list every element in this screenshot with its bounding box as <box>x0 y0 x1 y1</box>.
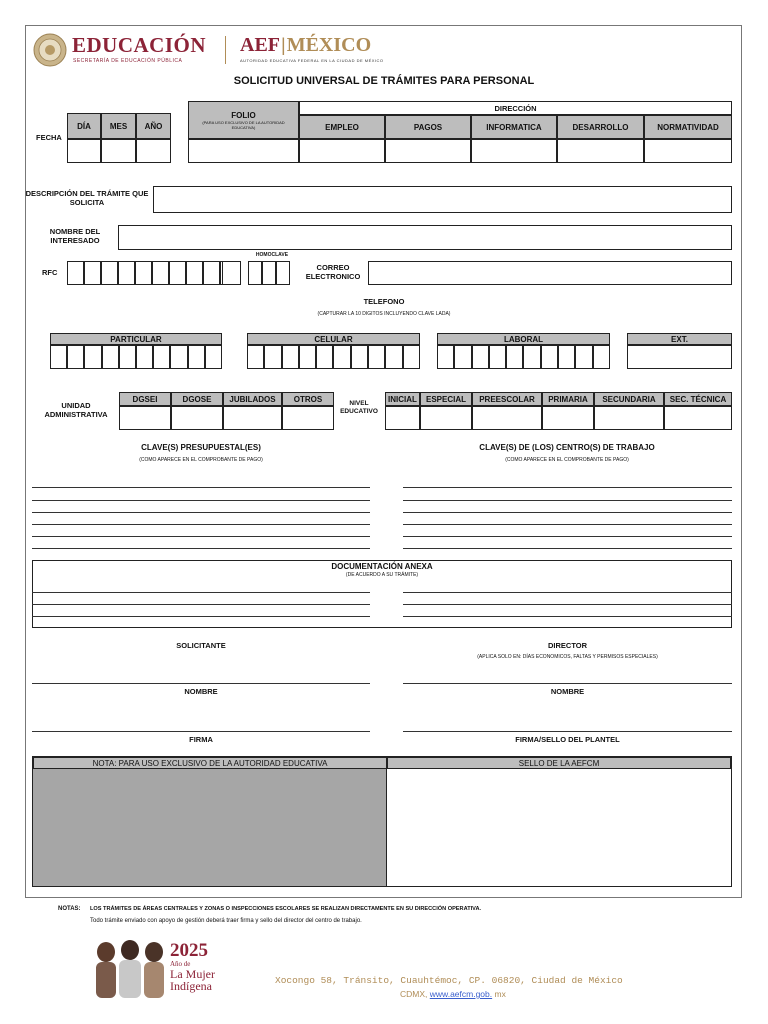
nivel-sec-tecnica-header: SEC. TÉCNICA <box>664 392 732 406</box>
clave-centro-line[interactable] <box>403 487 732 488</box>
digit-box[interactable] <box>351 345 368 369</box>
digit-box[interactable] <box>67 345 84 369</box>
digit-box[interactable] <box>454 345 471 369</box>
telefono-ext <box>627 333 732 369</box>
digit-box[interactable] <box>489 345 506 369</box>
homoclave-char-box[interactable] <box>248 261 262 285</box>
digit-box[interactable] <box>102 345 119 369</box>
unidad-jubilados-header: JUBILADOS <box>223 392 282 406</box>
digit-box[interactable] <box>136 345 153 369</box>
nivel-secundaria-field[interactable] <box>594 406 664 430</box>
clave-centro-line[interactable] <box>403 512 732 513</box>
director-note: (APLICA SOLO EN: DÍAS ECONOMICOS, FALTAS Y PERMISOS ESPECIALES) <box>477 654 658 660</box>
nivel-primaria-field[interactable] <box>542 406 594 430</box>
direccion-informatica-header: INFORMATICA <box>471 115 557 139</box>
nombre-field[interactable] <box>118 225 732 250</box>
year-name-2: Indígena <box>170 979 212 993</box>
digit-box[interactable] <box>558 345 575 369</box>
homoclave-label: HOMOCLAVE <box>255 252 289 258</box>
logo-aef-mexico: AEF | MÉXICO <box>240 34 372 56</box>
sello-area <box>387 769 731 886</box>
nota-header: NOTA: PARA USO EXCLUSIVO DE LA AUTORIDAD EDUCATIVA <box>33 757 387 769</box>
logo-educacion: EDUCACIÓN <box>72 33 207 57</box>
logo-sep-subtitle: SECRETARÍA DE EDUCACIÓN PÚBLICA <box>73 58 183 64</box>
clave-presupuestal-line[interactable] <box>32 524 370 525</box>
clave-presupuestal-line[interactable] <box>32 512 370 513</box>
digit-box[interactable] <box>247 345 264 369</box>
laboral-digits <box>437 345 610 369</box>
clave-centro-line[interactable] <box>403 536 732 537</box>
digit-box[interactable] <box>333 345 350 369</box>
rfc-char-box[interactable] <box>152 261 169 285</box>
digit-box[interactable] <box>368 345 385 369</box>
clave-presupuestal-line[interactable] <box>32 500 370 501</box>
digit-box[interactable] <box>188 345 205 369</box>
sello-header: SELLO DE LA AEFCM <box>387 757 731 769</box>
claves-presupuestales-note: (COMO APARECE EN EL COMPROBANTE DE PAGO) <box>139 457 263 463</box>
telefono-laboral <box>437 333 610 369</box>
direccion-normatividad-header: NORMATIVIDAD <box>644 115 732 139</box>
uso-exclusivo-section <box>32 756 732 887</box>
clave-presupuestal-line[interactable] <box>32 536 370 537</box>
year-name-1: La Mujer <box>170 967 215 981</box>
nivel-secundaria-header: SECUNDARIA <box>594 392 664 406</box>
director-nombre-label: NOMBRE <box>550 687 585 696</box>
documentacion-line[interactable] <box>32 616 370 617</box>
fecha-mes-field[interactable] <box>101 139 136 163</box>
folio-field[interactable] <box>188 139 299 163</box>
digit-box[interactable] <box>84 345 101 369</box>
nivel-table <box>385 392 732 430</box>
clave-centro-line[interactable] <box>403 548 732 549</box>
direccion-pagos-header: PAGOS <box>385 115 471 139</box>
digit-box[interactable] <box>523 345 540 369</box>
descripcion-field[interactable] <box>153 186 732 213</box>
footer-cdmx: CDMX, <box>400 989 428 999</box>
nivel-especial-header: ESPECIAL <box>420 392 472 406</box>
telefono-celular <box>247 333 420 369</box>
claves-centro-note: (COMO APARECE EN EL COMPROBANTE DE PAGO) <box>505 457 629 463</box>
year-sub: Año de <box>170 960 191 968</box>
ext-field[interactable] <box>627 345 732 369</box>
particular-header: PARTICULAR <box>50 333 222 345</box>
direccion-normatividad-field[interactable] <box>644 139 732 163</box>
direccion-informatica-field[interactable] <box>471 139 557 163</box>
digit-box[interactable] <box>472 345 489 369</box>
direccion-empleo-header: EMPLEO <box>299 115 385 139</box>
documentacion-box <box>32 560 732 628</box>
digit-box[interactable] <box>593 345 610 369</box>
digit-box[interactable] <box>316 345 333 369</box>
logo-mexico: MÉXICO <box>286 34 372 56</box>
direccion-desarrollo-header: DESARROLLO <box>557 115 644 139</box>
footer-url-tail: mx <box>494 989 506 999</box>
ext-header: EXT. <box>627 333 732 345</box>
notas-line2: Todo trámite enviado con apoyo de gestión deberá traer firma y sello del director del centro de trabajo. <box>90 918 362 924</box>
unidad-label: UNIDAD ADMINISTRATIVA <box>44 401 108 419</box>
direccion-empleo-field[interactable] <box>299 139 385 163</box>
telefono-label: TELEFONO <box>363 297 405 306</box>
sep-seal-icon <box>33 33 67 67</box>
folio-header <box>188 101 299 139</box>
rfc-char-box[interactable] <box>203 261 220 285</box>
direccion-pagos-field[interactable] <box>385 139 471 163</box>
fecha-table <box>67 113 171 163</box>
correo-label: CORREO ELECTRONICO <box>305 263 361 281</box>
firma-sello-label: FIRMA/SELLO DEL PLANTEL <box>515 735 620 744</box>
unidad-dgose-header: DGOSE <box>171 392 223 406</box>
digit-box[interactable] <box>385 345 402 369</box>
digit-box[interactable] <box>437 345 454 369</box>
documentacion-line[interactable] <box>403 604 732 605</box>
digit-box[interactable] <box>153 345 170 369</box>
nivel-inicial-header: INICIAL <box>385 392 420 406</box>
nivel-inicial-field[interactable] <box>385 406 420 430</box>
director-nombre-line[interactable] <box>403 683 732 684</box>
telefono-note: (CAPTURAR LA 10 DIGITOS INCLUYENDO CLAVE LADA) <box>317 311 451 317</box>
footer-address: Xocongo 58, Tránsito, Cuauhtémoc, CP. 06820, Ciudad de México <box>275 975 623 986</box>
digit-box[interactable] <box>119 345 136 369</box>
documentacion-note: (DE ACUERDO A SU TRÁMITE) <box>345 571 419 578</box>
direccion-header: DIRECCIÓN <box>299 101 732 115</box>
digit-box[interactable] <box>205 345 222 369</box>
unidad-dgsei-header: DGSEI <box>119 392 171 406</box>
nivel-sec-tecnica-field[interactable] <box>664 406 732 430</box>
fecha-dia-header: DÍA <box>67 113 101 139</box>
celular-header: CELULAR <box>247 333 420 345</box>
year-number: 2025 <box>170 940 208 961</box>
digit-box[interactable] <box>541 345 558 369</box>
firma-label: FIRMA <box>189 735 213 744</box>
claves-presupuestales-label: CLAVE(S) PRESUPUESTAL(ES) <box>141 443 261 452</box>
rfc-char-box[interactable] <box>135 261 152 285</box>
homoclave-boxes <box>248 261 290 285</box>
director-firma-line[interactable] <box>403 731 732 732</box>
documentacion-line[interactable] <box>403 616 732 617</box>
claves-centro-label: CLAVE(S) DE (LOS) CENTRO(S) DE TRABAJO <box>479 443 655 452</box>
digit-box[interactable] <box>264 345 281 369</box>
unidad-otros-header: OTROS <box>282 392 334 406</box>
documentacion-line[interactable] <box>32 592 370 593</box>
footer-url-link[interactable]: www.aefcm.gob. <box>429 989 493 999</box>
logo-aef-subtitle: AUTORIDAD EDUCATIVA FEDERAL EN LA CIUDAD DE MÉXICO <box>240 58 384 63</box>
celular-digits <box>247 345 420 369</box>
rfc-char-box[interactable] <box>222 261 241 285</box>
nivel-primaria-header: PRIMARIA <box>542 392 594 406</box>
folio-direccion-table <box>188 101 732 163</box>
rfc-label: RFC <box>42 268 58 277</box>
unidad-dgose-field[interactable] <box>171 406 223 430</box>
direccion-desarrollo-field[interactable] <box>557 139 644 163</box>
digit-box[interactable] <box>282 345 299 369</box>
digit-box[interactable] <box>403 345 420 369</box>
documentacion-line[interactable] <box>403 592 732 593</box>
laboral-header: LABORAL <box>437 333 610 345</box>
rfc-char-box[interactable] <box>186 261 203 285</box>
notas-line1: LOS TRÁMITES DE ÁREAS CENTRALES Y ZONAS O INSPECCIONES ESCOLARES SE REALIZAN DIRECTAMENTE EN SU DIRECCIÓN OPERATIVA. <box>90 906 482 912</box>
telefono-particular <box>50 333 222 369</box>
director-label: DIRECTOR <box>547 641 588 650</box>
solicitante-firma-line[interactable] <box>32 731 370 732</box>
logo-divider <box>225 36 226 64</box>
particular-digits <box>50 345 222 369</box>
footer-web <box>400 989 506 999</box>
unidad-otros-field[interactable] <box>282 406 334 430</box>
fecha-anio-field[interactable] <box>136 139 171 163</box>
clave-centro-line[interactable] <box>403 524 732 525</box>
rfc-char-box[interactable] <box>101 261 118 285</box>
year-2025-logo <box>170 941 220 992</box>
notas-label: NOTAS: <box>58 906 81 912</box>
nota-area <box>33 769 387 886</box>
rfc-char-box[interactable] <box>118 261 135 285</box>
digit-box[interactable] <box>299 345 316 369</box>
rfc-boxes <box>67 261 237 285</box>
unidad-dgsei-field[interactable] <box>119 406 171 430</box>
form-title: SOLICITUD UNIVERSAL DE TRÁMITES PARA PERSONAL <box>233 75 535 87</box>
nivel-especial-field[interactable] <box>420 406 472 430</box>
documentacion-line[interactable] <box>32 604 370 605</box>
unidad-jubilados-field[interactable] <box>223 406 282 430</box>
rfc-char-box[interactable] <box>84 261 101 285</box>
nombre-label: NOMBRE DEL INTERESADO <box>49 227 101 245</box>
logo-aef: AEF <box>240 34 280 56</box>
nivel-preescolar-header: PREESCOLAR <box>472 392 542 406</box>
solicitante-nombre-label: NOMBRE <box>184 687 218 696</box>
fecha-label: FECHA <box>36 133 62 142</box>
descripcion-label: DESCRIPCIÓN DEL TRÁMITE QUE SOLICITA <box>25 189 149 207</box>
homoclave-char-box[interactable] <box>262 261 276 285</box>
clave-centro-line[interactable] <box>403 500 732 501</box>
mujer-indigena-illustration <box>92 934 168 1000</box>
solicitante-label: SOLICITANTE <box>176 641 226 650</box>
clave-presupuestal-line[interactable] <box>32 487 370 488</box>
fecha-mes-header: MES <box>101 113 136 139</box>
homoclave-char-box[interactable] <box>276 261 290 285</box>
unidad-table <box>119 392 334 430</box>
documentacion-label: DOCUMENTACIÓN ANEXA <box>331 562 433 571</box>
correo-field[interactable] <box>368 261 732 285</box>
clave-presupuestal-line[interactable] <box>32 548 370 549</box>
digit-box[interactable] <box>50 345 67 369</box>
digit-box[interactable] <box>575 345 592 369</box>
solicitante-nombre-line[interactable] <box>32 683 370 684</box>
rfc-char-box[interactable] <box>67 261 84 285</box>
rfc-char-box[interactable] <box>169 261 186 285</box>
folio-label: FOLIO <box>231 110 256 120</box>
nivel-preescolar-field[interactable] <box>472 406 542 430</box>
folio-note: (PARA USO EXCLUSIVO DE LA AUTORIDAD EDUCATIVA) <box>202 119 285 130</box>
fecha-anio-header: AÑO <box>136 113 171 139</box>
rfc-extra-boxes <box>222 261 241 285</box>
digit-box[interactable] <box>506 345 523 369</box>
fecha-dia-field[interactable] <box>67 139 101 163</box>
digit-box[interactable] <box>170 345 187 369</box>
nivel-label: NIVEL EDUCATIVO <box>340 400 378 415</box>
